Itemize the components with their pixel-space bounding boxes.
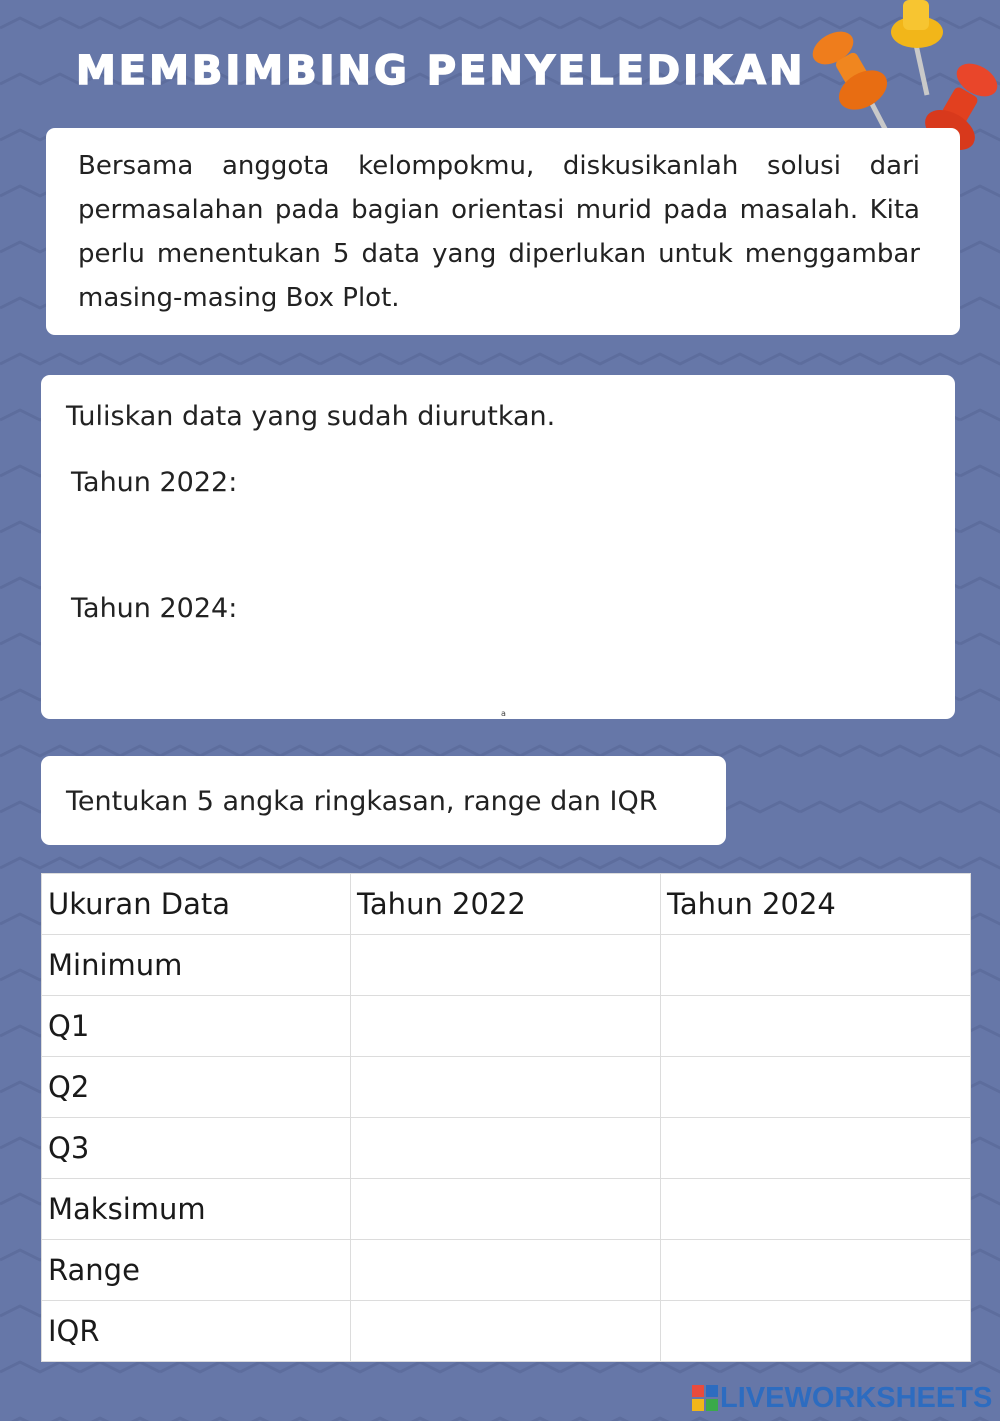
answer-cell-2022[interactable] <box>351 996 661 1057</box>
liveworksheets-watermark[interactable] <box>692 1382 992 1414</box>
table-row <box>42 1301 971 1362</box>
answer-cell-2024[interactable] <box>661 1118 971 1179</box>
answer-cell-2022[interactable] <box>351 1057 661 1118</box>
table-header-cell: Tahun 2024 <box>661 874 971 935</box>
table-row <box>42 1118 971 1179</box>
sorted-data-card <box>41 375 955 719</box>
year-2024-answer-field[interactable] <box>256 593 916 627</box>
answer-cell-2022[interactable] <box>351 1240 661 1301</box>
table-row <box>42 1240 971 1301</box>
table-row <box>42 935 971 996</box>
intro-text: Bersama anggota kelompokmu, diskusikanlah solusi dari permasalahan pada bagian orientasi murid pada masalah. Kita perlu menentukan 5 data yang diperlukan untuk menggambar masing-masing Box Plot. <box>78 151 920 313</box>
year-2022-label: Tahun 2022: <box>71 467 238 498</box>
table-row <box>42 1057 971 1118</box>
liveworksheets-logo-icon <box>692 1385 718 1411</box>
row-label: Range <box>42 1240 351 1301</box>
table-row <box>42 996 971 1057</box>
watermark-text: LIVEWORKSHEETS <box>720 1381 993 1414</box>
summary-heading-card <box>41 756 726 845</box>
page-title: MEMBIMBING PENYELEDIKAN <box>76 48 806 94</box>
answer-cell-2022[interactable] <box>351 1179 661 1240</box>
sorted-data-heading: Tuliskan data yang sudah diurutkan. <box>66 401 556 432</box>
answer-cell-2024[interactable] <box>661 1057 971 1118</box>
intro-card <box>46 128 960 335</box>
table-header-row <box>42 874 971 935</box>
row-label: Maksimum <box>42 1179 351 1240</box>
row-label: Minimum <box>42 935 351 996</box>
row-label: Q2 <box>42 1057 351 1118</box>
answer-cell-2022[interactable] <box>351 1301 661 1362</box>
table-header-cell: Ukuran Data <box>42 874 351 935</box>
year-2024-label: Tahun 2024: <box>71 593 238 624</box>
row-label: IQR <box>42 1301 351 1362</box>
year-2022-answer-field[interactable] <box>256 467 916 501</box>
answer-cell-2022[interactable] <box>351 935 661 996</box>
summary-table <box>41 873 971 1362</box>
answer-cell-2024[interactable] <box>661 1179 971 1240</box>
table-header-cell: Tahun 2022 <box>351 874 661 935</box>
pushpin-yellow-icon <box>891 0 943 95</box>
table-row <box>42 1179 971 1240</box>
answer-cell-2022[interactable] <box>351 1118 661 1179</box>
tiny-mark: a <box>501 709 506 718</box>
row-label: Q1 <box>42 996 351 1057</box>
summary-heading: Tentukan 5 angka ringkasan, range dan IQR <box>66 786 658 817</box>
answer-cell-2024[interactable] <box>661 935 971 996</box>
answer-cell-2024[interactable] <box>661 1301 971 1362</box>
answer-cell-2024[interactable] <box>661 996 971 1057</box>
answer-cell-2024[interactable] <box>661 1240 971 1301</box>
row-label: Q3 <box>42 1118 351 1179</box>
